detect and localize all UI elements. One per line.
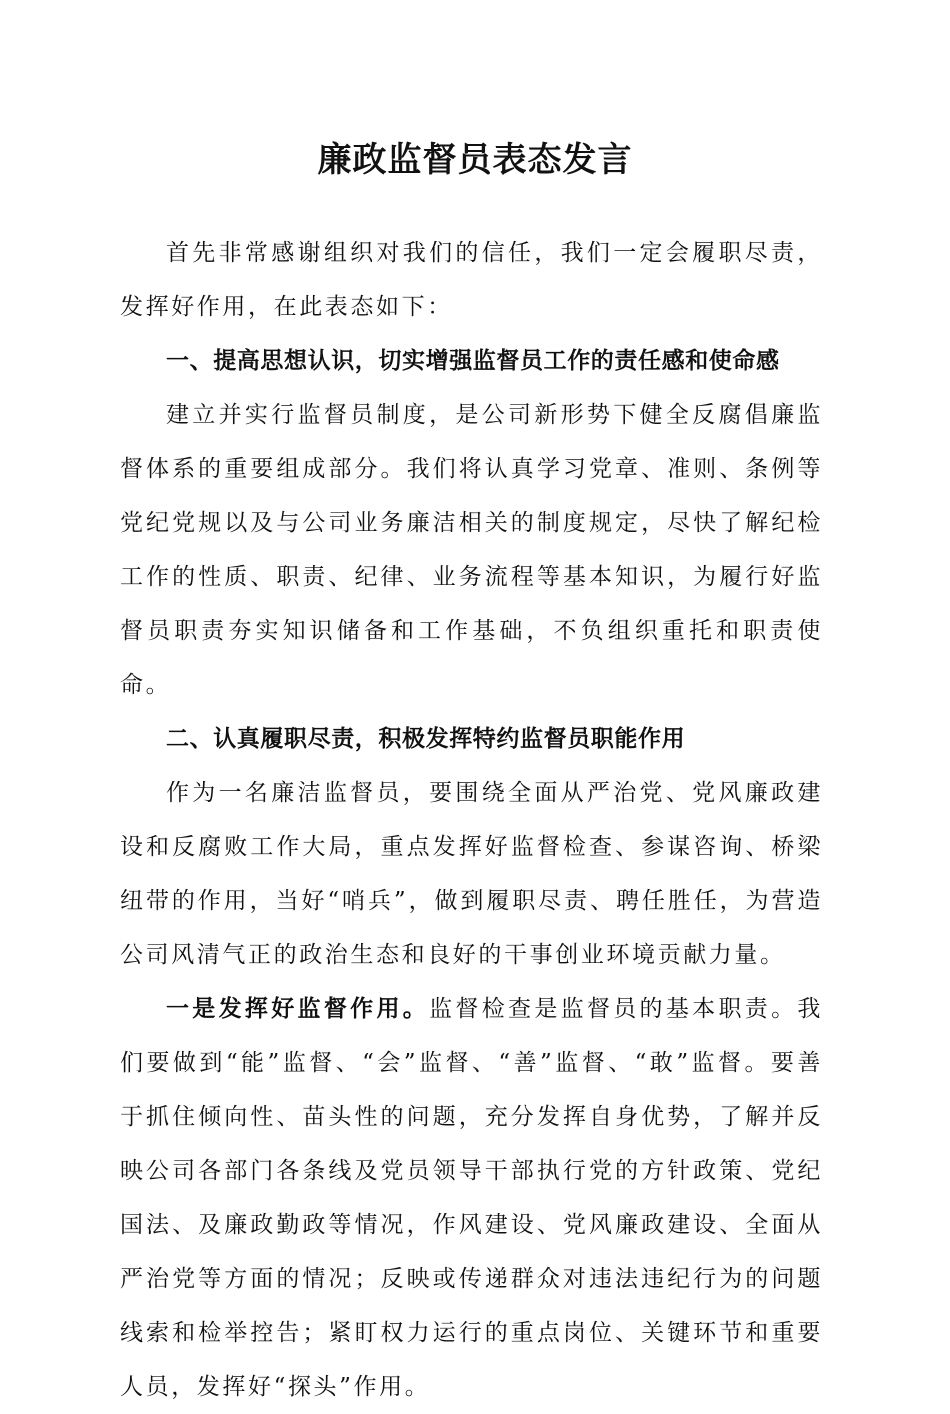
intro-paragraph: 首先非常感谢组织对我们的信任，我们一定会履职尽责，发挥好作用，在此表态如下：	[120, 240, 823, 320]
document-body	[120, 226, 823, 1414]
point-1-text: 监督检查是监督员的基本职责。我们要做到“能”监督、“会”监督、“善”监督、“敢”监督。要善于抓住倾向性、苗头性的问题，充分发挥自身优势，了解并反映公司各部门各条线及党员领导干部执行党的方针政策、党纪国法、及廉政勤政等情况，作风建设、党风廉政建设、全面从严治党等方面的情况；反映或传递群众对违法违纪行为的问题线索和检举控告；紧盯权力运行的重点岗位、关键环节和重要人员，发挥好“探头”作用。	[120, 996, 824, 1400]
point-1-lead: 一是发挥好监督作用。	[166, 995, 430, 1022]
point-1-paragraph	[120, 982, 823, 1414]
section-1-heading: 一、提高思想认识，切实增强监督员工作的责任感和使命感	[166, 348, 780, 374]
section-1-paragraph: 建立并实行监督员制度，是公司新形势下健全反腐倡廉监督体系的重要组成部分。我们将认真学习党章、准则、条例等党纪党规以及与公司业务廉洁相关的制度规定，尽快了解纪检工作的性质、职责、纪律、业务流程等基本知识，为履行好监督员职责夯实知识储备和工作基础，不负组织重托和职责使命。	[120, 402, 823, 698]
section-2-paragraph: 作为一名廉洁监督员，要围绕全面从严治党、党风廉政建设和反腐败工作大局，重点发挥好监督检查、参谋咨询、桥梁纽带的作用，当好“哨兵”，做到履职尽责、聘任胜任，为营造公司风清气正的政治生态和良好的干事创业环境贡献力量。	[120, 780, 823, 968]
page-title: 廉政监督员表态发言	[317, 140, 633, 180]
section-2-heading: 二、认真履职尽责，积极发挥特约监督员职能作用	[166, 726, 686, 752]
